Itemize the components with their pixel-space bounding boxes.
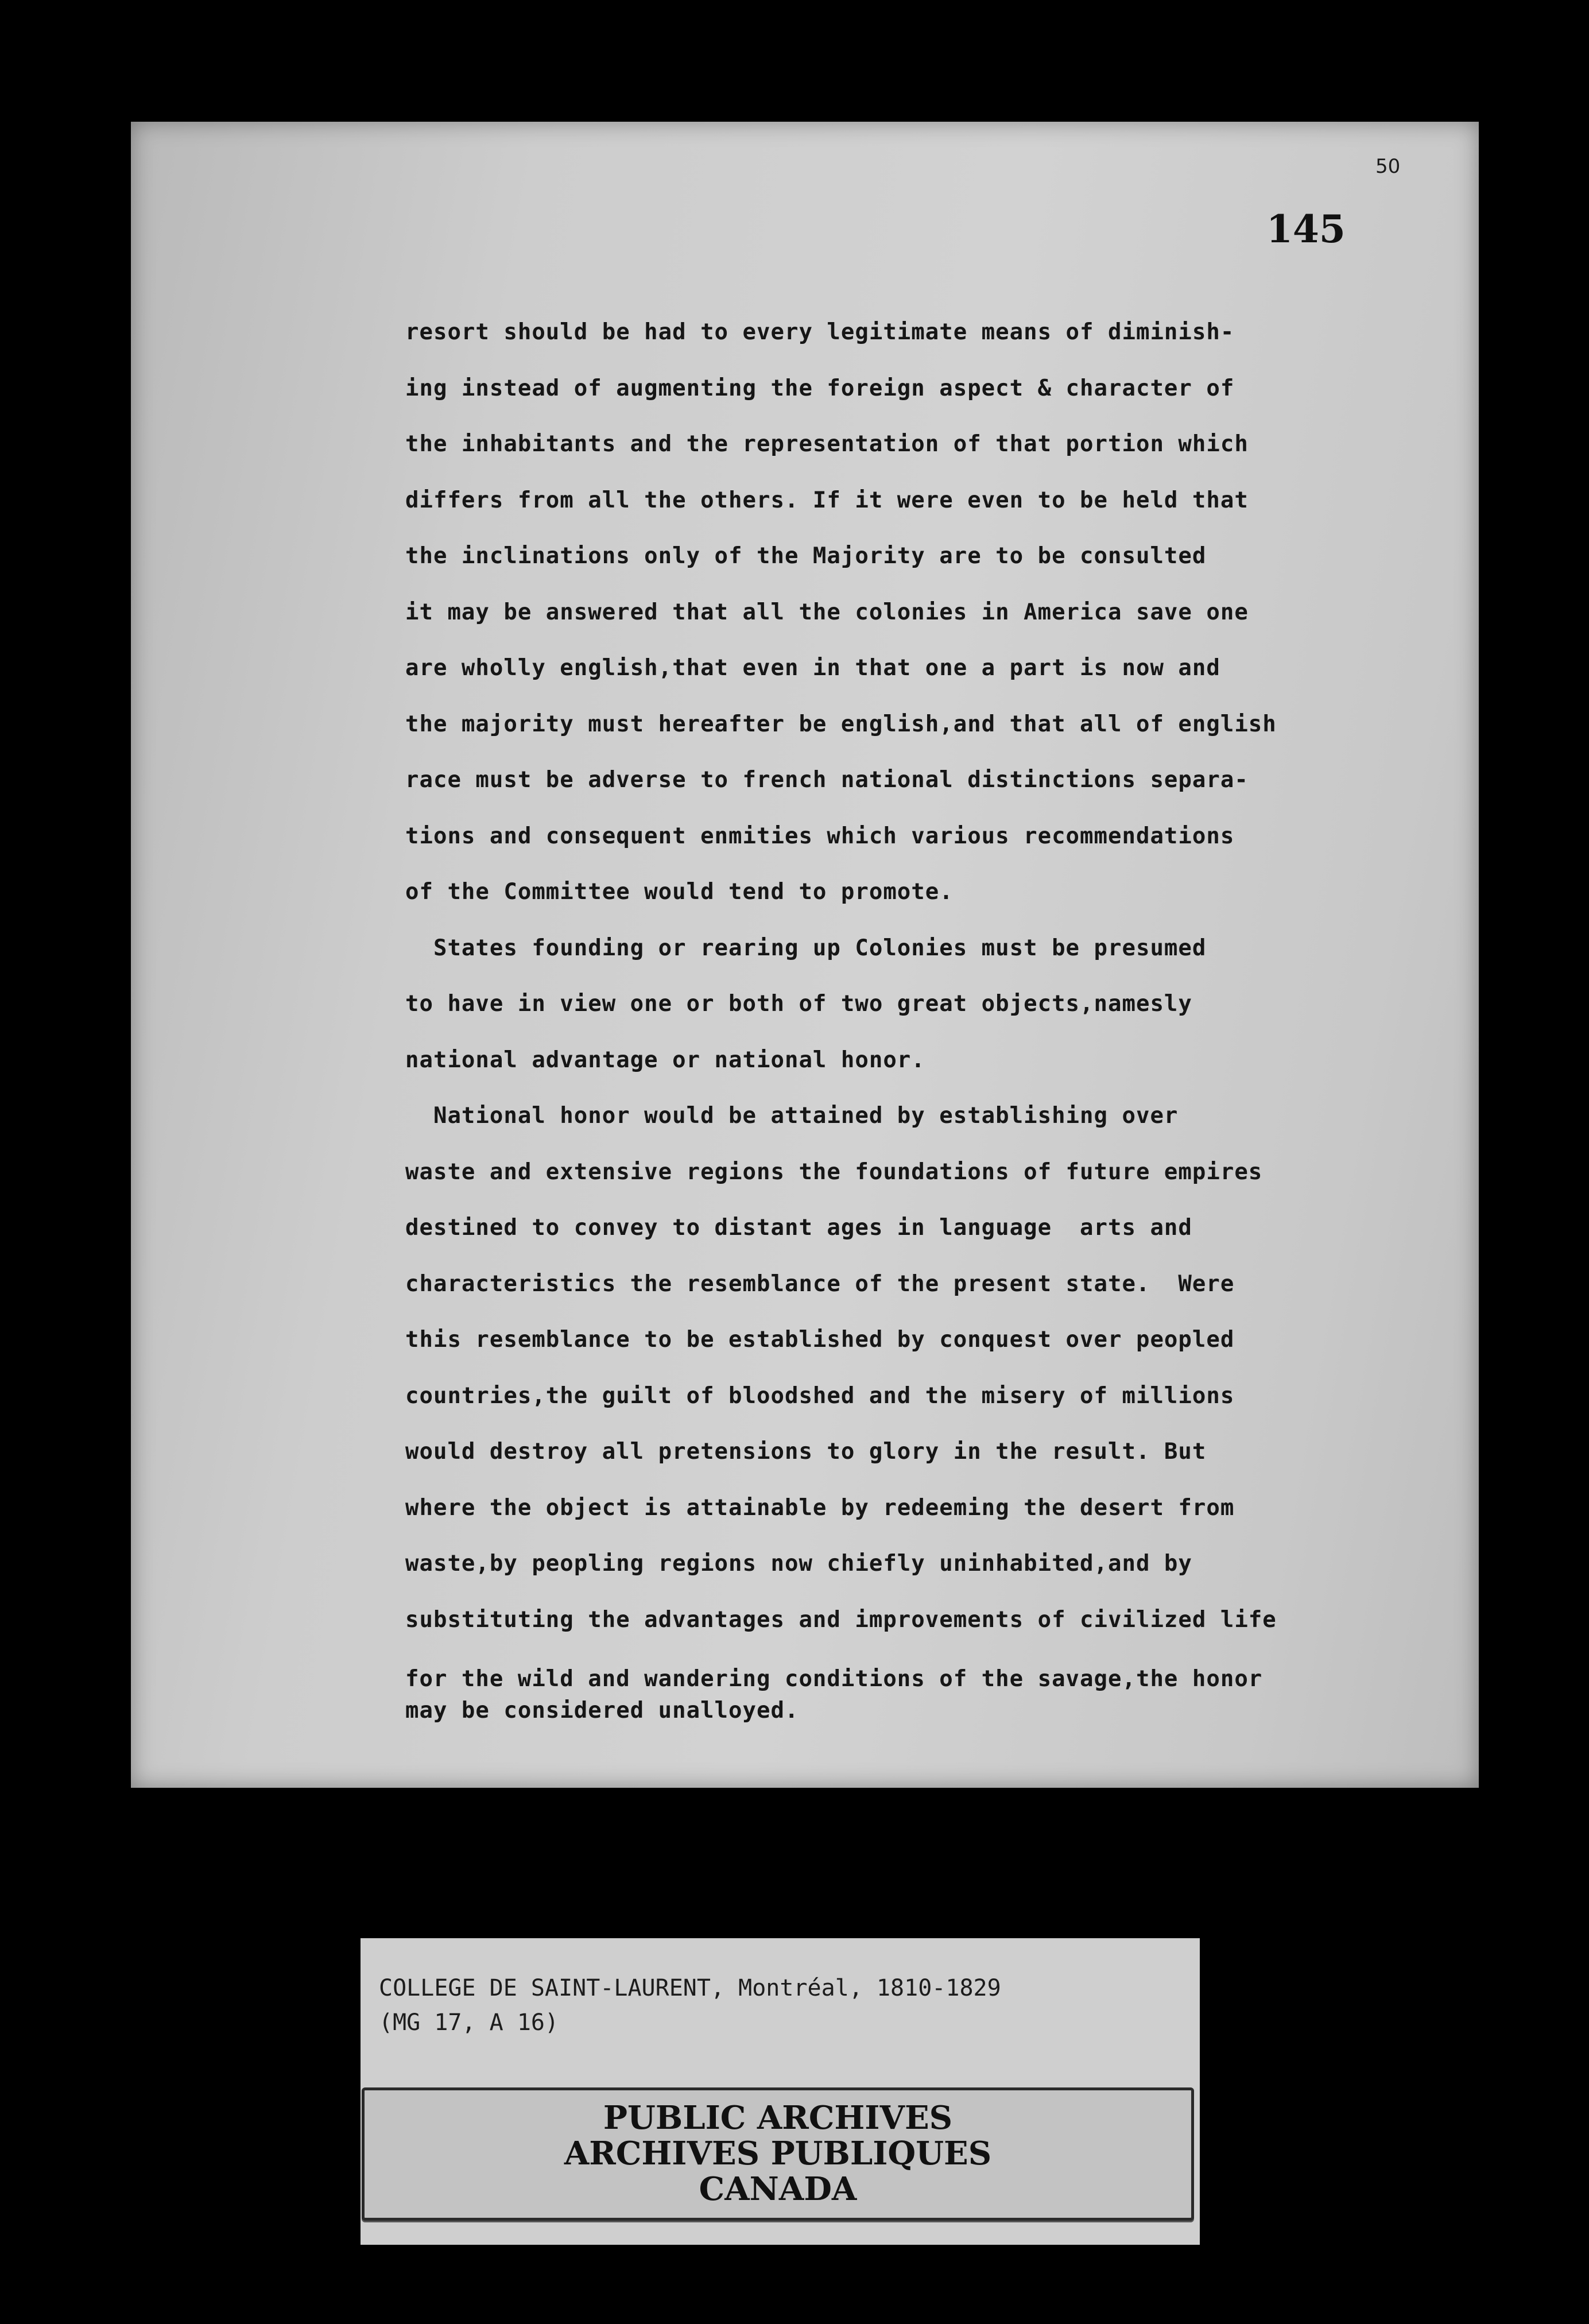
archive-label-title: COLLEGE DE SAINT-LAURENT, Montréal, 1810-1829 xyxy=(379,1975,1001,2001)
stamp-line-2: ARCHIVES PUBLIQUES xyxy=(564,2135,992,2172)
text-line: countries,the guilt of bloodshed and the misery of millions xyxy=(405,1382,1235,1409)
text-line: waste,by peopling regions now chiefly uninhabited,and by xyxy=(405,1551,1192,1577)
text-line: tions and consequent enmities which various recommendations xyxy=(405,823,1235,849)
text-line: ing instead of augmenting the foreign aspect & character of xyxy=(405,375,1235,401)
text-line: the inclinations only of the Majority are to be consulted xyxy=(405,543,1207,569)
text-line: of the Committee would tend to promote. xyxy=(405,879,954,905)
text-line: it may be answered that all the colonies in America save one xyxy=(405,599,1249,625)
text-line: would destroy all pretensions to glory in the result. But xyxy=(405,1439,1207,1465)
text-line: to have in view one or both of two great objects,namesly xyxy=(405,991,1192,1017)
text-line: the inhabitants and the representation of that portion which xyxy=(405,431,1249,457)
text-line: characteristics the resemblance of the present state. Were xyxy=(405,1271,1235,1297)
text-line: substituting the advantages and improvements of civilized life xyxy=(405,1606,1277,1633)
text-line: destined to convey to distant ages in language arts and xyxy=(405,1215,1192,1241)
text-line: waste and extensive regions the foundations of future empires xyxy=(405,1159,1263,1185)
text-line: for the wild and wandering conditions of the savage,the honor xyxy=(405,1666,1263,1692)
archives-stamp xyxy=(362,2087,1194,2221)
typed-text-body xyxy=(405,304,1473,1728)
text-line: race must be adverse to french national distinctions separa- xyxy=(405,767,1249,793)
text-line: national advantage or national honor. xyxy=(405,1047,925,1073)
text-line: the majority must hereafter be english,and that all of english xyxy=(405,711,1277,737)
page-number-small: 50 xyxy=(1375,155,1401,178)
page-number-large: 145 xyxy=(1266,207,1346,251)
text-line: may be considered unalloyed. xyxy=(405,1698,799,1723)
text-line: resort should be had to every legitimate means of diminish- xyxy=(405,319,1235,345)
stamp-line-1: PUBLIC ARCHIVES xyxy=(603,2099,953,2137)
text-line: States founding or rearing up Colonies must be presumed xyxy=(405,935,1207,961)
text-line: are wholly english,that even in that one a part is now and xyxy=(405,655,1220,681)
archive-label-reference: (MG 17, A 16) xyxy=(379,2009,559,2036)
text-line: this resemblance to be established by conquest over peopled xyxy=(405,1327,1235,1353)
stamp-line-3: CANADA xyxy=(699,2170,857,2208)
text-line: where the object is attainable by redeeming the desert from xyxy=(405,1494,1235,1521)
text-line: differs from all the others. If it were even to be held that xyxy=(405,487,1249,513)
text-line: National honor would be attained by establishing over xyxy=(405,1103,1179,1129)
